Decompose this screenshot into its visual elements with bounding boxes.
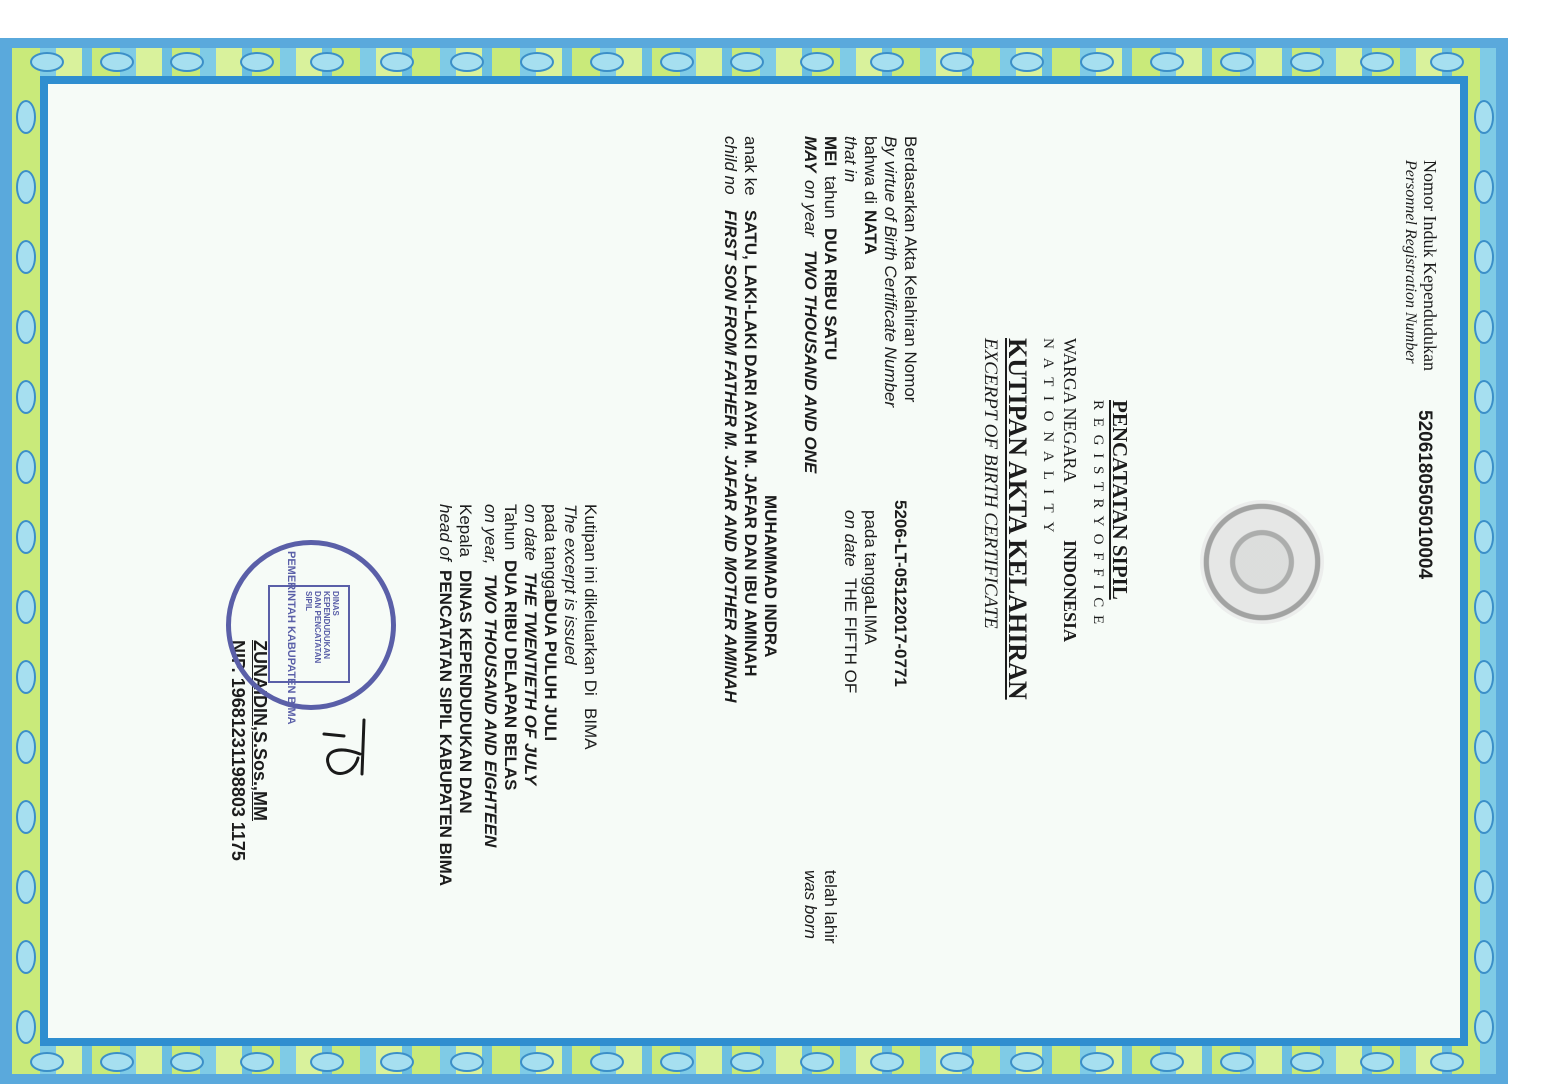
issue-place-value: BIMA bbox=[581, 708, 600, 750]
border-motif-icon bbox=[590, 52, 624, 72]
year-value-en: TWO THOUSAND AND ONE bbox=[801, 250, 820, 474]
child-label-id: anak ke bbox=[741, 136, 760, 196]
child-label-en: child no bbox=[721, 136, 740, 195]
registry-office-subtitle: R E G I S T R Y O F F I C E bbox=[1090, 400, 1106, 627]
border-motif-icon bbox=[1220, 52, 1254, 72]
official-name: ZUNAIDIN,S.Sos.,MM bbox=[250, 640, 270, 822]
border-motif-icon bbox=[870, 1052, 904, 1072]
border-motif-icon bbox=[660, 52, 694, 72]
border-motif-icon bbox=[16, 940, 36, 974]
border-motif-icon bbox=[16, 870, 36, 904]
border-motif-icon bbox=[1474, 240, 1494, 274]
border-motif-icon bbox=[240, 1052, 274, 1072]
born-label-en: was born bbox=[801, 870, 820, 939]
border-motif-icon bbox=[1474, 310, 1494, 344]
head-value-en: PENCATATAN SIPIL KABUPATEN BIMA bbox=[436, 570, 455, 887]
cert-number-value: 5206-LT-05122017-0771 bbox=[891, 500, 910, 687]
border-motif-icon bbox=[1474, 590, 1494, 624]
nik-label-id: Nomor Induk Kependudukan bbox=[1420, 160, 1440, 371]
border-motif-icon bbox=[1360, 52, 1394, 72]
head-value-id: DINAS KEPENDUDUKAN DAN bbox=[456, 570, 475, 814]
issue-date-label-en: on date bbox=[521, 504, 540, 561]
border-motif-icon bbox=[16, 170, 36, 204]
nationality-label-en: N A T I O N A L I T Y bbox=[1040, 338, 1056, 536]
border-motif-icon bbox=[1010, 1052, 1044, 1072]
border-motif-icon bbox=[1474, 380, 1494, 414]
issue-date-value-en: THE TWENTIETH OF JULY bbox=[521, 572, 540, 786]
border-motif-icon bbox=[1474, 870, 1494, 904]
signature-icon bbox=[314, 714, 372, 784]
border-motif-icon bbox=[1360, 1052, 1394, 1072]
border-motif-icon bbox=[660, 1052, 694, 1072]
border-motif-icon bbox=[940, 52, 974, 72]
border-motif-icon bbox=[16, 100, 36, 134]
border-motif-icon bbox=[800, 52, 834, 72]
border-motif-icon bbox=[310, 1052, 344, 1072]
border-motif-icon bbox=[1080, 52, 1114, 72]
border-motif-icon bbox=[1150, 1052, 1184, 1072]
stamp-ring-text: PEMERINTAH KABUPATEN BIMA bbox=[285, 551, 297, 725]
month-value-id: MEI bbox=[821, 136, 840, 167]
border-motif-icon bbox=[100, 1052, 134, 1072]
border-motif-icon bbox=[170, 1052, 204, 1072]
official-nip: NIP. 19681231198803 1175 bbox=[228, 640, 248, 861]
year-label-en: on year bbox=[801, 180, 820, 237]
border-motif-icon bbox=[1474, 170, 1494, 204]
border-motif-icon bbox=[1474, 660, 1494, 694]
border-motif-icon bbox=[800, 1052, 834, 1072]
year-value-id: DUA RIBU SATU bbox=[821, 228, 840, 361]
border-motif-icon bbox=[1150, 52, 1184, 72]
child-value-en: FIRST SON FROM FATHER M. JAFAR AND MOTHER AMINAH bbox=[721, 210, 740, 703]
border-motif-icon bbox=[1474, 940, 1494, 974]
nationality-label-id: WARGA NEGARA bbox=[1060, 338, 1080, 483]
border-motif-icon bbox=[1474, 100, 1494, 134]
date-value-id: LIMA bbox=[861, 605, 880, 645]
issue-year-value-en: TWO THOUSAND AND EIGHTEEN bbox=[481, 574, 500, 848]
nationality-value-id: INDONESIA bbox=[1060, 540, 1080, 643]
place-label-en: that in bbox=[841, 136, 860, 183]
border-motif-icon bbox=[100, 52, 134, 72]
stamp-inner-box bbox=[268, 585, 350, 683]
issue-date-label-id: pada tanggal bbox=[541, 504, 560, 603]
border-motif-icon bbox=[1474, 730, 1494, 764]
month-value-en: MAY bbox=[801, 136, 820, 173]
issue-place-label-id: Kutipan ini dikeluarkan Di bbox=[581, 504, 600, 696]
border-motif-icon bbox=[16, 1010, 36, 1044]
border-motif-icon bbox=[730, 52, 764, 72]
border-motif-icon bbox=[170, 52, 204, 72]
border-motif-icon bbox=[16, 520, 36, 554]
border-motif-icon bbox=[380, 52, 414, 72]
nik-value: 5206180505010004 bbox=[1414, 410, 1435, 580]
border-motif-icon bbox=[1010, 52, 1044, 72]
border-motif-icon bbox=[16, 380, 36, 414]
border-motif-icon bbox=[16, 660, 36, 694]
issue-year-label-en: on year, bbox=[481, 504, 500, 565]
head-label-id: Kepala bbox=[456, 504, 475, 557]
child-value-id: SATU, LAKI-LAKI DARI AYAH M. JAFAR DAN IBU AMINAH bbox=[741, 210, 760, 677]
border-motif-icon bbox=[16, 730, 36, 764]
border-motif-icon bbox=[1430, 52, 1464, 72]
border-motif-icon bbox=[1290, 52, 1324, 72]
year-label-id: tahun bbox=[821, 176, 840, 219]
border-motif-icon bbox=[870, 52, 904, 72]
child-name: MUHAMMAD INDRA bbox=[761, 495, 780, 658]
place-label-id: bahwa di bbox=[861, 136, 880, 205]
issue-year-label-id: Tahun bbox=[501, 504, 520, 551]
cert-number-label-en: By virtue of Birth Certificate Number bbox=[881, 136, 900, 408]
border-motif-icon bbox=[1474, 450, 1494, 484]
issue-date-value-id: DUA PULUH JULI bbox=[541, 600, 560, 742]
date-label-en: on date bbox=[841, 510, 860, 567]
border-motif-icon bbox=[1474, 1010, 1494, 1044]
border-motif-icon bbox=[30, 1052, 64, 1072]
border-motif-icon bbox=[450, 1052, 484, 1072]
border-motif-icon bbox=[16, 310, 36, 344]
border-motif-icon bbox=[1474, 800, 1494, 834]
head-label-en: head of bbox=[436, 504, 455, 561]
certificate-subtitle: EXCERPT OF BIRTH CERTIFICATE bbox=[980, 338, 1001, 629]
border-motif-icon bbox=[1220, 1052, 1254, 1072]
border-motif-icon bbox=[16, 240, 36, 274]
border-motif-icon bbox=[1474, 520, 1494, 554]
border-motif-icon bbox=[1080, 1052, 1114, 1072]
date-label-id: pada tanggal bbox=[861, 510, 880, 609]
border-motif-icon bbox=[520, 1052, 554, 1072]
border-motif-icon bbox=[590, 1052, 624, 1072]
border-motif-icon bbox=[310, 52, 344, 72]
nik-label-en: Personnel Registration Number bbox=[1402, 160, 1419, 364]
certificate-title: KUTIPAN AKTA KELAHIRAN bbox=[1003, 338, 1032, 700]
border-motif-icon bbox=[380, 1052, 414, 1072]
border-motif-icon bbox=[450, 52, 484, 72]
date-value-en: THE FIFTH OF bbox=[841, 578, 860, 694]
registry-office-title: PENCATATAN SIPIL bbox=[1108, 400, 1132, 600]
border-motif-icon bbox=[240, 52, 274, 72]
border-motif-icon bbox=[1430, 1052, 1464, 1072]
border-motif-icon bbox=[940, 1052, 974, 1072]
border-motif-icon bbox=[520, 52, 554, 72]
border-motif-icon bbox=[16, 800, 36, 834]
border-motif-icon bbox=[1290, 1052, 1324, 1072]
border-motif-icon bbox=[16, 450, 36, 484]
stamp-inner-text: DINAS KEPENDUDUKAN DAN PENCATATAN SIPIL bbox=[304, 591, 340, 664]
place-value: NATA bbox=[861, 210, 880, 255]
border-motif-icon bbox=[16, 590, 36, 624]
border-motif-icon bbox=[30, 52, 64, 72]
born-label-id: telah lahir bbox=[821, 870, 840, 944]
issue-place-label-en: The excerpt is issued bbox=[561, 504, 580, 665]
cert-number-label-id: Berdasarkan Akta Kelahiran Nomor bbox=[901, 136, 920, 403]
border-motif-icon bbox=[730, 1052, 764, 1072]
issue-year-value-id: DUA RIBU DELAPAN BELAS bbox=[501, 560, 520, 791]
